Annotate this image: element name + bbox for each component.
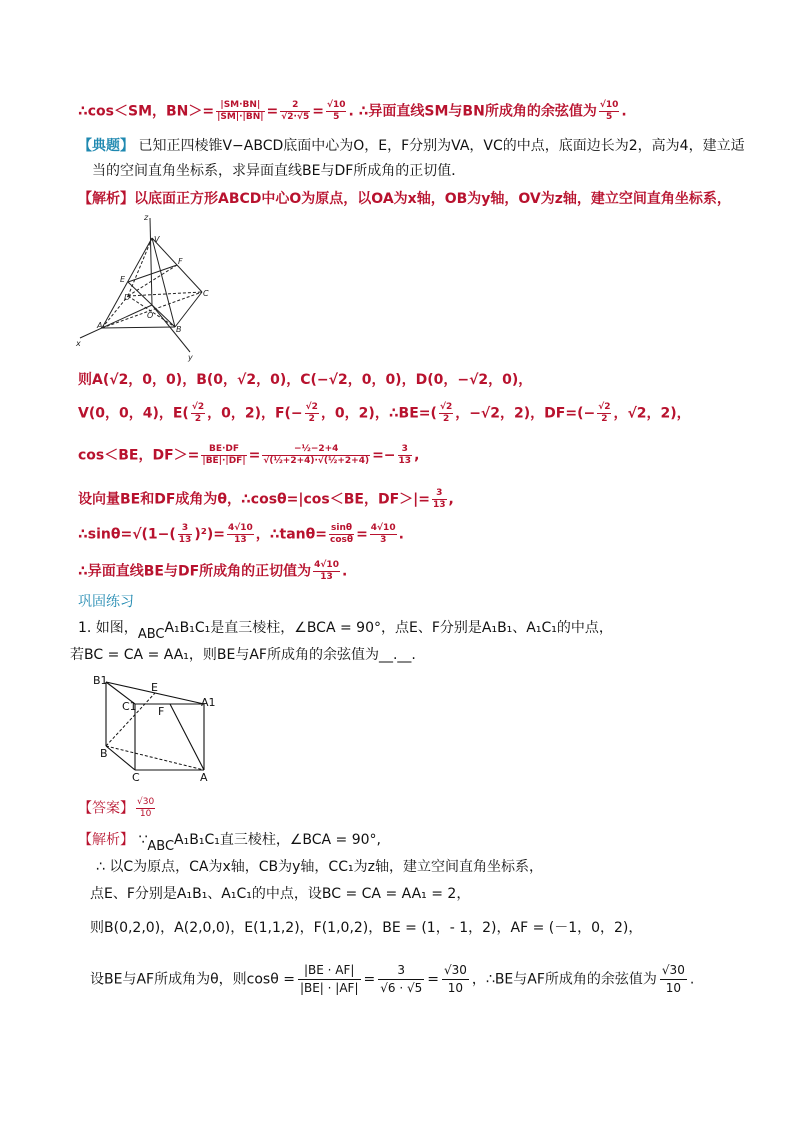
- label-z: z: [144, 213, 149, 222]
- fraction: $\frac{3}{13}$: [178, 523, 192, 545]
- fraction: $\frac{3}{√6 \cdot √5}$: [380, 963, 423, 995]
- edge-VA: [102, 238, 152, 328]
- label-E: E: [151, 681, 158, 694]
- label-F: F: [178, 257, 183, 266]
- q1-analysis-line-1: 【解析】 ∵ABCA₁B₁C₁直三棱柱，∠BCA = 90°,: [78, 832, 381, 854]
- edge-B-C: [106, 746, 135, 770]
- analysis-line: [78, 189, 731, 209]
- label-E: E: [120, 275, 126, 284]
- coords-line-2: V(0，0，4)，E( $\frac{√2}{2}$ ，0，2)，F(− $\frac{√2}{2}$ ，0，2)，∴BE=( $\frac{√2}{2}$ ，−√2，2)，DF=(− $\frac{√2}{2}$ ，√2，2)，: [78, 402, 691, 424]
- label-V: V: [154, 235, 160, 244]
- coords-line-1: [78, 370, 532, 390]
- z-axis: [150, 218, 152, 305]
- fraction: $\frac{3}{13}$: [398, 444, 412, 466]
- fraction: $\frac{\text{−½−2+4}}{\text{√(½+2+4)·√(½+2+4)}}$: [263, 444, 370, 466]
- fraction: $\frac{√30}{10}$: [443, 963, 467, 995]
- fraction: $\frac{√2}{2}$: [598, 402, 611, 424]
- label-F: F: [158, 705, 165, 718]
- answer-tag: 【答案】: [78, 800, 134, 817]
- pyramid-figure: [72, 210, 222, 365]
- label-x: x: [76, 339, 81, 348]
- label-C1: C1: [122, 700, 137, 713]
- prism-figure: [90, 670, 230, 785]
- cos-sm-bn-line: ∴cos＜SM，BN＞= $\frac{|SM\cdot BN|}{|SM|\cdot|BN|}$ = $\frac{2}{√2\cdot√5}$ = $\frac{√10}{5}$ . ∴异面直线SM与BN所成角的余弦值为 $\frac{√10}{5}$ .: [78, 100, 627, 122]
- question-1-line-1: 1. 如图，ABCA₁B₁C₁是直三棱柱，∠BCA = 90°，点E、F分别是A₁B₁、A₁C₁的中点，: [78, 620, 613, 642]
- label-y: y: [188, 353, 193, 362]
- label-B1: B1: [93, 674, 108, 687]
- q1-analysis-line-2: ∴ 以C为原点，CA为x轴，CB为y轴，CC₁为z轴，建立空间直角坐标系，: [96, 859, 543, 875]
- fraction: $\frac{2}{√2\cdot√5}$: [281, 100, 310, 122]
- section-title: 巩固练习: [78, 594, 134, 610]
- label-C: C: [203, 289, 209, 298]
- label-A: A: [200, 771, 208, 784]
- conclusion-line: ∴异面直线BE与DF所成角的正切值为 $\frac{4√10}{13}$ .: [78, 560, 348, 582]
- theta-line: 设向量BE和DF成角为θ，∴cosθ=|cos＜BE，DF＞|= $\frac{3}{13}$ ,: [78, 488, 454, 510]
- q1-analysis-line-3: 点E、F分别是A₁B₁、A₁C₁的中点，设BC = CA = AA₁ = 2，: [90, 886, 471, 902]
- label-B: B: [100, 747, 108, 760]
- fraction: $\frac{√2}{2}$: [191, 402, 205, 424]
- question-1-line-2: 若BC = CA = AA₁，则BE与AF所成角的余弦值为__.__.: [70, 647, 416, 663]
- answer-line: [78, 797, 157, 820]
- coords-text: 则A(√2，0，0)，B(0，√2，0)，C(−√2，0，0)，D(0，−√2，0)，: [78, 372, 533, 388]
- fraction: $\frac{|BE \cdot AF|}{|BE| \cdot |AF|}$: [299, 963, 359, 995]
- fraction: $\frac{4√10}{13}$: [228, 523, 253, 545]
- fraction: $\frac{\sin\theta}{\cos\theta}$: [330, 523, 354, 545]
- label-A1: A1: [201, 696, 216, 709]
- edge-DF: [128, 265, 177, 296]
- sin-tan-line: ∴sinθ=√(1−( $\frac{3}{13}$ )²)= $\frac{4√10}{13}$ ，∴tanθ= $\frac{\sin\theta}{\cos\theta}$ = $\frac{4√10}{3}$ .: [78, 523, 404, 545]
- analysis-text: 以底面正方形ABCD中心O为原点，以OA为x轴，OB为y轴，OV为z轴，建立空间直角坐标系，: [134, 191, 731, 207]
- fraction: $\frac{√2}{2}$: [439, 402, 453, 424]
- fraction: $\frac{√30}{10}$: [661, 963, 685, 995]
- fraction: $\frac{|SM\cdot BN|}{|SM|\cdot|BN|}$: [217, 100, 264, 122]
- example-tag: 【典题】: [78, 138, 134, 154]
- fraction: $\frac{√10}{5}$: [326, 100, 346, 122]
- cos-be-df-line: cos＜BE，DF＞= $\frac{BE\cdot DF}{|BE|\cdot|DF|}$ = $\frac{\text{−½−2+4}}{\text{√(½+2+4)·√(½+2+4)}}$ =− $\frac{3}{13}$ ,: [78, 444, 420, 466]
- example-text-cont: 当的空间直角坐标系，求异面直线BE与DF所成角的正切值．: [92, 163, 466, 179]
- q1-analysis-line-4: 则B(0,2,0)，A(2,0,0)，E(1,1,2)，F(1,0,2)，BE = (1，- 1，2)，AF = (－1，0，2)，: [90, 920, 643, 936]
- label-A: A: [97, 321, 103, 330]
- fraction: $\frac{BE\cdot DF}{|BE|\cdot|DF|}$: [202, 444, 246, 466]
- label-O: O: [147, 311, 154, 320]
- label-D: D: [124, 293, 131, 302]
- fraction: $\frac{4√10}{13}$: [314, 560, 339, 582]
- label-B: B: [176, 325, 182, 334]
- fraction: $\frac{√10}{5}$: [599, 100, 619, 122]
- example-line-2: [92, 161, 465, 181]
- edge-VD: [128, 238, 152, 296]
- fraction: $\frac{3}{13}$: [433, 488, 446, 510]
- label-C: C: [132, 771, 140, 784]
- cos-prefix: ∴cos＜SM，BN＞=: [78, 103, 215, 120]
- q1-analysis-tag: 【解析】: [78, 832, 134, 848]
- edge-F-A: [170, 704, 204, 770]
- analysis-tag: 【解析】: [78, 191, 134, 207]
- example-line-1: [78, 136, 745, 156]
- example-text: 已知正四棱锥V−ABCD底面中心为O，E，F分别为VA，VC的中点，底面边长为2，高为4，建立适: [138, 138, 745, 154]
- answer-fraction: $\frac{√30}{10}$: [137, 797, 155, 819]
- fraction: $\frac{√2}{2}$: [305, 402, 318, 424]
- x-axis: [80, 305, 152, 338]
- edge-AB: [102, 327, 175, 328]
- fraction: $\frac{4√10}{3}$: [370, 523, 396, 545]
- q1-analysis-line-5: 设BE与AF所成角为θ，则cosθ = $\frac{|BE \cdot AF|}{|BE| \cdot |AF|}$ = $\frac{3}{√6 \cdot √5}$ = $\frac{√30}{10}$ ，∴BE与AF所成角的余弦值为 $\frac{√30}{10}$ .: [90, 963, 695, 995]
